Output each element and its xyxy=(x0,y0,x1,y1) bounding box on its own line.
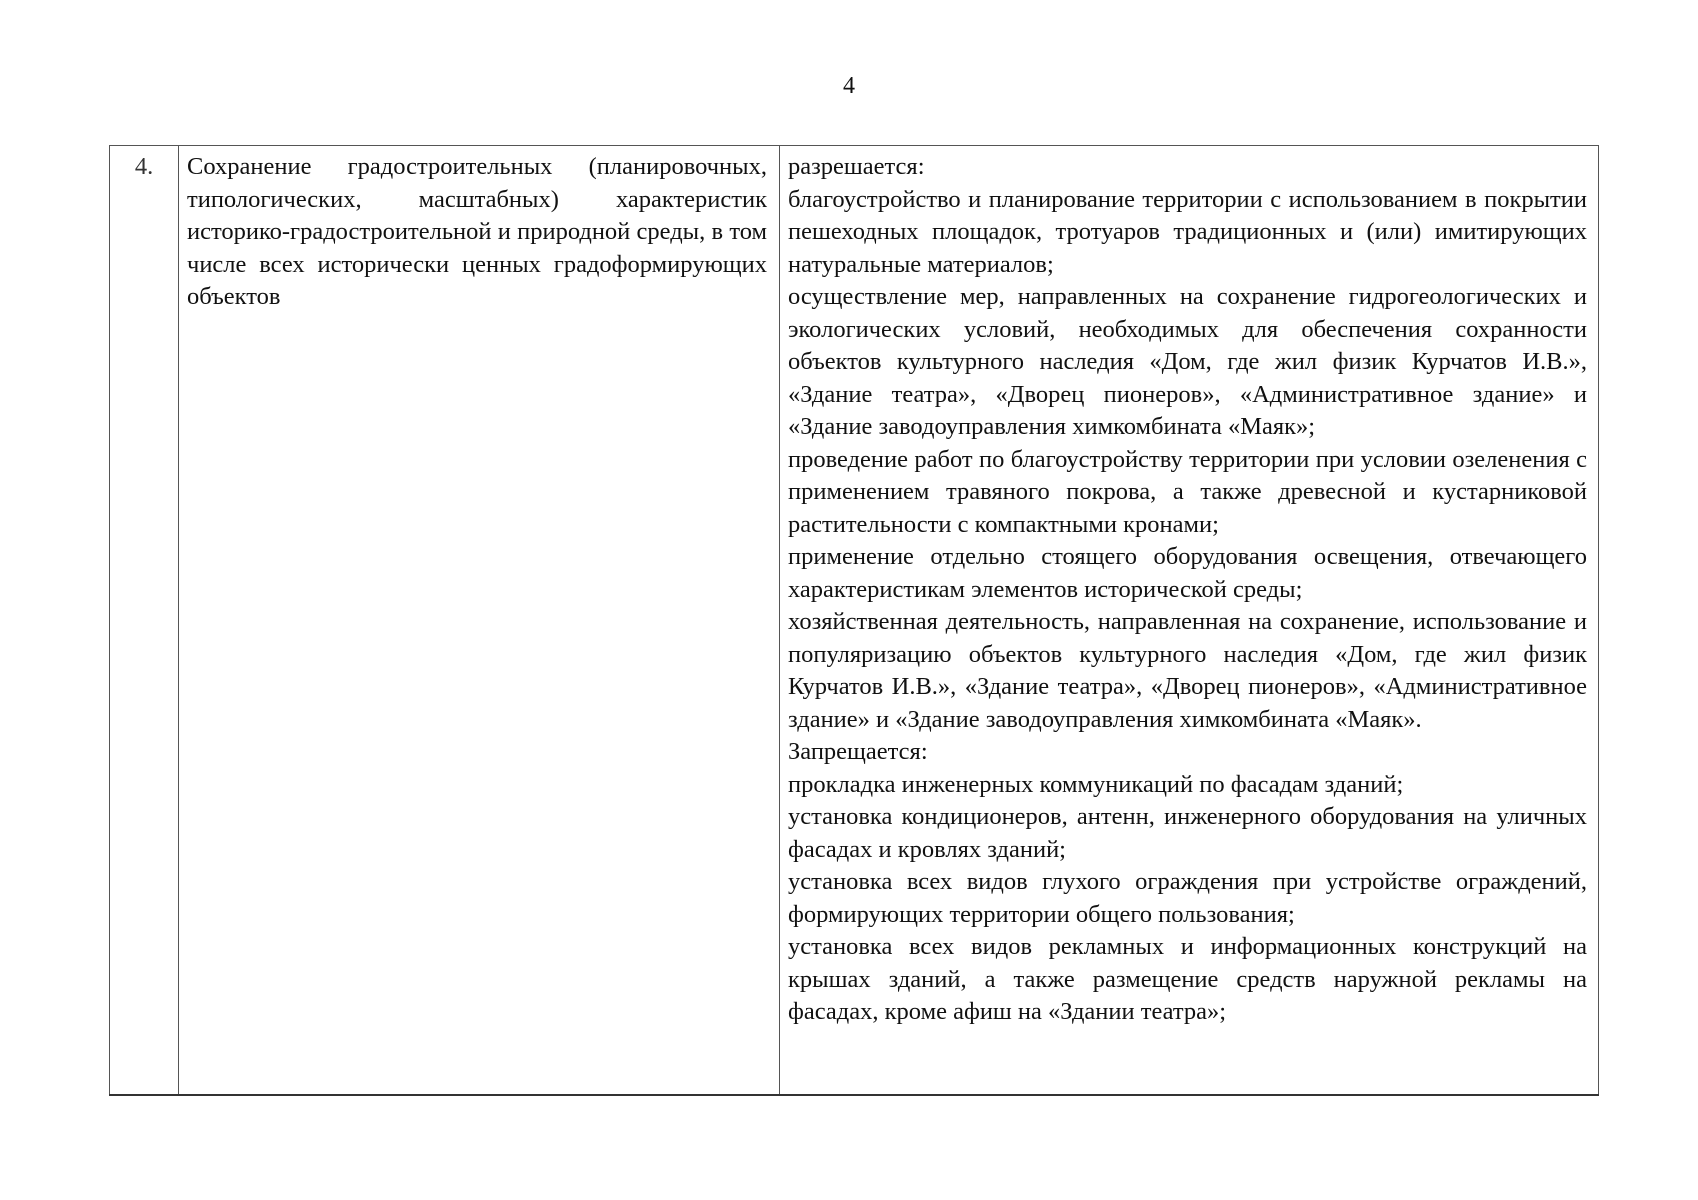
row-number-cell xyxy=(110,146,179,1096)
rule-paragraph: установка кондиционеров, антенн, инженерного оборудования на уличных фасадах и кровлях зданий; xyxy=(788,803,1587,863)
table-bottom-border xyxy=(109,1094,1599,1096)
rule-paragraph: осуществление мер, направленных на сохранение гидрогеологических и экологических условий, необходимых для обеспечения сохранности объектов культурного наследия «Дом, где жил физик Курчатов И.В.», «Здание театра», «Дворец пионеров», «Административное здание» и «Здание заводоуправления химкомбината «Маяк»; xyxy=(788,283,1587,440)
rule-paragraph: установка всех видов рекламных и информационных конструкций на крышах зданий, а также размещение средств наружной рекламы на фасадах, кроме афиш на «Здании театра»; xyxy=(788,933,1587,1025)
rule-paragraph: Запрещается: xyxy=(788,738,928,765)
row-number: 4. xyxy=(134,153,154,180)
rule-paragraph: благоустройство и планирование территории с использованием в покрытии пешеходных площадок, тротуаров традиционных и (или) имитирующих натуральные материалов; xyxy=(788,185,1587,278)
rule-paragraph: разрешается: xyxy=(788,153,925,180)
rule-paragraph: установка всех видов глухого ограждения при устройстве ограждений, формирующих территории общего пользования; xyxy=(788,868,1587,928)
page-number: 4 xyxy=(843,73,855,99)
rule-paragraph: хозяйственная деятельность, направленная на сохранение, использование и популяризацию объектов культурного наследия «Дом, где жил физик Курчатов И.В.», «Здание театра», «Дворец пионеров», «Административное здание» и «Здание заводоуправления химкомбината «Маяк». xyxy=(788,608,1587,733)
rule-paragraph: проведение работ по благоустройству территории при условии озеленения с применением травяного покрова, а также древесной и кустарниковой растительности с компактными кронами; xyxy=(788,445,1587,538)
rule-paragraph: применение отдельно стоящего оборудования освещения, отвечающего характеристикам элементов исторической среды; xyxy=(788,543,1587,603)
subject-text: Сохранение градостроительных (планировочных, типологических, масштабных) характеристик историко-градостроительной и природной среды, в том числе всех исторически ценных градоформирующих объектов xyxy=(187,153,767,310)
rules-list xyxy=(780,146,1598,1029)
rules-cell xyxy=(780,146,1599,1096)
subject-cell xyxy=(179,146,780,1096)
table-row xyxy=(110,146,1599,1096)
rule-paragraph: прокладка инженерных коммуникаций по фасадам зданий; xyxy=(788,770,1404,798)
regulations-table xyxy=(109,145,1599,1096)
